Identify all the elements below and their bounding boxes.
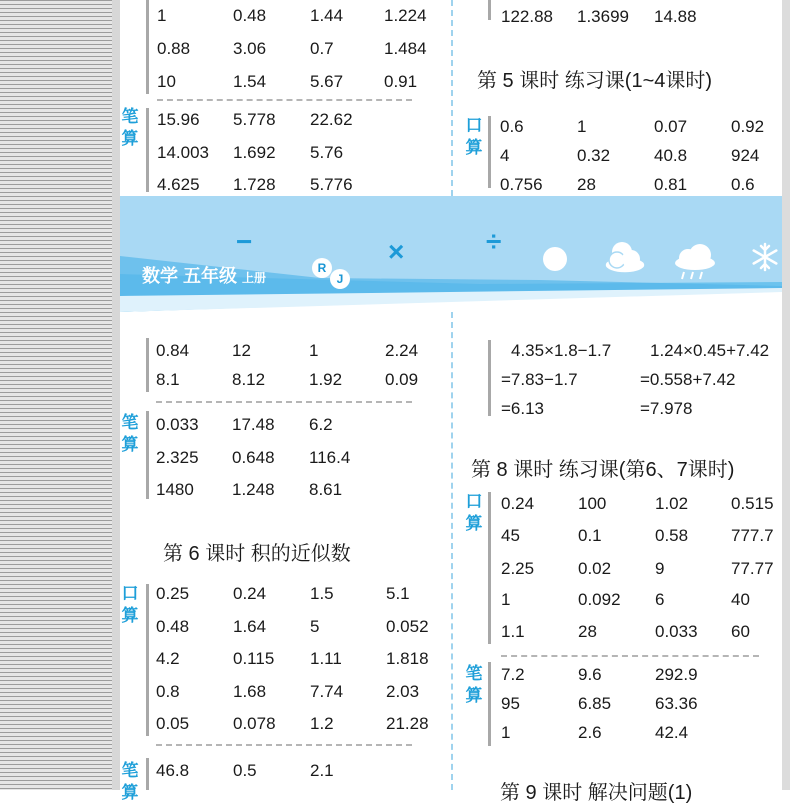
written-label: 笔 算 — [121, 107, 139, 148]
cell: 0.88 — [157, 39, 191, 58]
section-bar — [146, 584, 149, 736]
cell: 8.1 — [156, 370, 180, 389]
cell: 1.1 — [501, 622, 525, 641]
cell: 22.62 — [310, 110, 353, 129]
cell: 1.728 — [233, 175, 276, 194]
cell: 5.776 — [310, 175, 353, 194]
partly-cloudy-icon — [602, 240, 648, 274]
cell: 6.2 — [309, 415, 333, 434]
cell: 0.648 — [232, 448, 275, 467]
cell: 1.818 — [386, 649, 429, 668]
cell: 5.76 — [310, 143, 344, 162]
lesson-5-title: 第 5 课时 练习课(1~4课时) — [477, 70, 713, 92]
section-bar — [146, 0, 149, 94]
cell: 12 — [232, 341, 251, 360]
cell: 1.5 — [310, 584, 334, 603]
written-label: 笔 算 — [121, 761, 139, 802]
cell: 1.68 — [233, 682, 267, 701]
cell: 2.6 — [578, 723, 602, 742]
lesson-6-title: 第 6 课时 积的近似数 — [163, 543, 351, 565]
banner-title — [142, 262, 266, 288]
cell: 0.6 — [731, 175, 755, 194]
cell: 0.756 — [500, 175, 543, 194]
calc-line: =7.978 — [640, 399, 693, 418]
cell: 0.115 — [233, 649, 275, 668]
cell: 0.24 — [233, 584, 267, 603]
cell: 1.248 — [232, 480, 275, 499]
cell: 0.07 — [654, 117, 688, 136]
calc-line: =7.83−1.7 — [501, 370, 578, 389]
badge-r: R — [312, 258, 332, 278]
cell: 14.88 — [654, 7, 697, 26]
cell: 1 — [577, 117, 587, 136]
divide-icon: ÷ — [486, 226, 502, 257]
cell: 42.4 — [655, 723, 689, 742]
cell: 2.1 — [310, 761, 334, 780]
cell: 60 — [731, 622, 750, 641]
cell: 3.06 — [233, 39, 267, 58]
cell: 0.033 — [156, 415, 199, 434]
lesson-9-title: 第 9 课时 解决问题(1) — [500, 782, 693, 804]
cell: 95 — [501, 694, 520, 713]
cell: 2.24 — [385, 341, 419, 360]
cell: 0.515 — [731, 494, 774, 513]
cell: 7.2 — [501, 665, 525, 684]
column-divider-bottom — [451, 312, 453, 790]
section-bar — [146, 108, 149, 192]
cell: 0.033 — [655, 622, 698, 641]
dashed-divider — [156, 401, 412, 403]
cell: 5.67 — [310, 72, 344, 91]
cell: 0.25 — [156, 584, 190, 603]
cell: 5.1 — [386, 584, 410, 603]
cell: 0.81 — [654, 175, 688, 194]
cell: 777.7 — [731, 526, 774, 545]
cell: 1.484 — [384, 39, 427, 58]
cell: 1.692 — [233, 143, 276, 162]
page-gutter — [112, 0, 120, 790]
cell: 2.325 — [156, 448, 199, 467]
sun-icon — [540, 244, 570, 274]
cell: 0.58 — [655, 526, 689, 545]
section-bar — [488, 340, 491, 416]
cell: 77.77 — [731, 559, 774, 578]
cell: 0.32 — [577, 146, 611, 165]
cell: 15.96 — [157, 110, 200, 129]
cell: 0.09 — [385, 370, 419, 389]
cell: 6.85 — [578, 694, 612, 713]
cell: 17.48 — [232, 415, 275, 434]
cell: 0.5 — [233, 761, 257, 780]
cell: 1.3699 — [577, 7, 629, 26]
cell: 4.2 — [156, 649, 180, 668]
cell: 0.1 — [578, 526, 602, 545]
cell: 1.2 — [310, 714, 334, 733]
page-footer-banner — [120, 196, 782, 312]
cell: 1 — [501, 590, 511, 609]
cell: 10 — [157, 72, 176, 91]
cell: 0.24 — [501, 494, 535, 513]
cell: 0.91 — [384, 72, 418, 91]
cell: 0.05 — [156, 714, 190, 733]
cell: 45 — [501, 526, 520, 545]
calc-line: 4.35×1.8−1.7 — [511, 341, 612, 360]
written-label: 笔 算 — [121, 413, 139, 454]
mental-label: 口 算 — [465, 116, 483, 157]
cell: 8.12 — [232, 370, 266, 389]
cell: 40 — [731, 590, 750, 609]
snowflake-icon — [750, 242, 780, 272]
cell: 63.36 — [655, 694, 698, 713]
dashed-divider — [501, 655, 759, 657]
cell: 14.003 — [157, 143, 209, 162]
cell: 9 — [655, 559, 665, 578]
section-bar — [488, 0, 491, 20]
section-bar — [146, 758, 149, 790]
binding-strip — [0, 0, 112, 790]
cell: 116.4 — [309, 448, 351, 467]
cell: 0.92 — [731, 117, 765, 136]
cell: 28 — [577, 175, 596, 194]
rain-icon — [672, 242, 718, 282]
cell: 2.25 — [501, 559, 535, 578]
cell: 1.64 — [233, 617, 267, 636]
minus-icon: − — [236, 226, 253, 257]
cell: 0.7 — [310, 39, 334, 58]
cell: 0.092 — [578, 590, 621, 609]
cell: 9.6 — [578, 665, 602, 684]
cell: 28 — [578, 622, 597, 641]
column-divider-top — [451, 0, 453, 196]
cell: 7.74 — [310, 682, 344, 701]
dashed-divider — [157, 99, 412, 101]
section-bar — [146, 338, 149, 392]
page-edge — [782, 0, 790, 790]
dashed-divider — [156, 744, 412, 746]
cell: 122.88 — [501, 7, 553, 26]
cell: 0.6 — [500, 117, 524, 136]
cell: 1 — [309, 341, 319, 360]
cell: 5.778 — [233, 110, 276, 129]
lesson-8-title: 第 8 课时 练习课(第6、7课时) — [471, 459, 735, 481]
volume-label: 上册 — [242, 271, 267, 285]
cell: 6 — [655, 590, 665, 609]
cell: 1.44 — [310, 6, 344, 25]
calc-line: =6.13 — [501, 399, 545, 418]
cell: 1.224 — [384, 6, 427, 25]
section-bar — [146, 411, 149, 499]
cell: 0.078 — [233, 714, 276, 733]
cell: 8.61 — [309, 480, 343, 499]
cell: 4.625 — [157, 175, 200, 194]
section-bar — [488, 492, 491, 644]
multiply-icon: × — [388, 236, 405, 267]
cell: 924 — [731, 146, 760, 165]
cell: 0.02 — [578, 559, 612, 578]
cell: 1.54 — [233, 72, 267, 91]
cell: 1.02 — [655, 494, 689, 513]
section-bar — [488, 662, 491, 746]
section-bar — [488, 116, 491, 188]
cell: 21.28 — [386, 714, 429, 733]
cell: 1.11 — [310, 649, 342, 668]
cell: 1 — [501, 723, 511, 742]
cell: 100 — [578, 494, 607, 513]
cell: 0.48 — [156, 617, 190, 636]
calc-line: 1.24×0.45+7.42 — [650, 341, 770, 360]
mental-label: 口 算 — [121, 584, 139, 625]
cell: 292.9 — [655, 665, 698, 684]
badge-j: J — [330, 269, 350, 289]
cell: 5 — [310, 617, 320, 636]
mental-label: 口 算 — [465, 492, 483, 533]
cell: 0.052 — [386, 617, 429, 636]
subject-grade: 数学 五年级 — [142, 266, 238, 286]
cell: 1.92 — [309, 370, 343, 389]
written-label: 笔 算 — [465, 664, 483, 705]
cell: 1480 — [156, 480, 194, 499]
cell: 40.8 — [654, 146, 688, 165]
cell: 0.48 — [233, 6, 267, 25]
cell: 46.8 — [156, 761, 190, 780]
cell: 0.84 — [156, 341, 190, 360]
cell: 2.03 — [386, 682, 420, 701]
cell: 4 — [500, 146, 510, 165]
calc-line: =0.558+7.42 — [640, 370, 736, 389]
cell: 1 — [157, 6, 167, 25]
cell: 0.8 — [156, 682, 180, 701]
